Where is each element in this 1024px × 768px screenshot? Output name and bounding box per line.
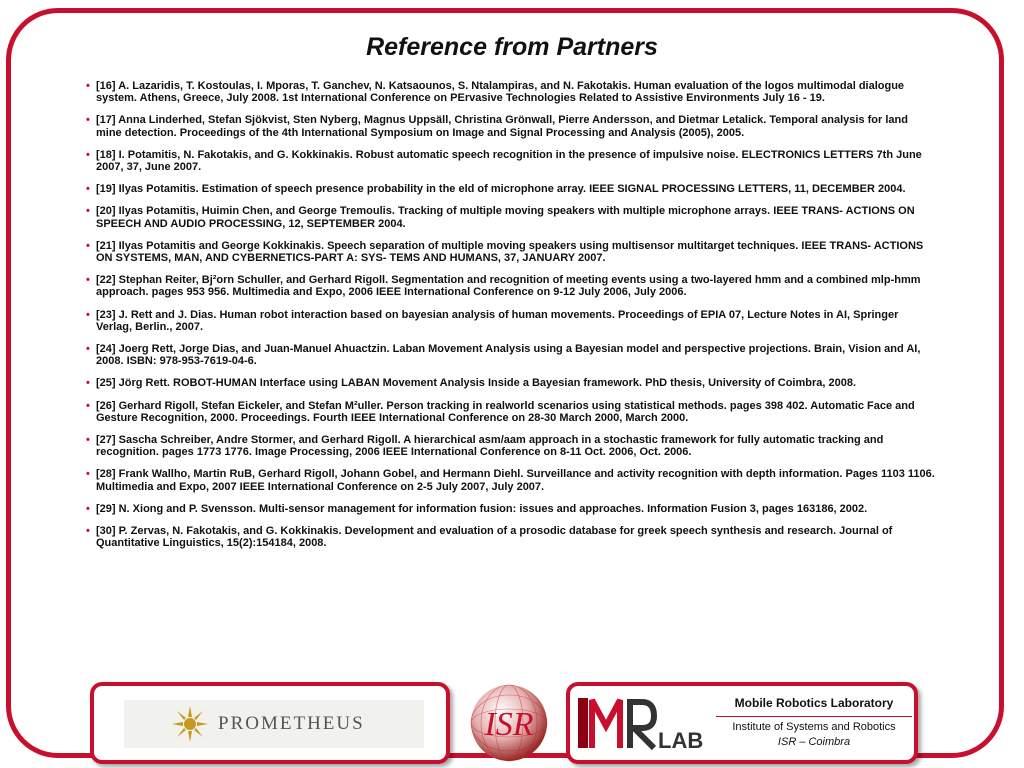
reference-text: [29] N. Xiong and P. Svensson. Multi-sensor management for information fusion: issues and approaches. Information Fusion 3, pages 163186, 2002. <box>96 502 868 515</box>
reference-text: [25] Jörg Rett. ROBOT-HUMAN Interface using LABAN Movement Analysis Inside a Bayesian framework. PhD thesis, University of Coimbra, 2008. <box>96 377 857 390</box>
reference-text: [21] Ilyas Potamitis and George Kokkinakis. Speech separation of multiple moving speakers using multisensor multitarget techniques. IEEE TRANS- ACTIONS ON SYSTEMS, MAN, AND CYBERNETICS-PART A: SYS- TEMS AND HUMANS, 37, JANUARY 2007. <box>96 239 924 265</box>
bullet-icon: • <box>86 377 90 390</box>
reference-text: [23] J. Rett and J. Dias. Human robot interaction based on bayesian analysis of human movements. Proceedings of EPIA 07, Lecture Notes in AI, Springer Verlag, Berlin., 2007. <box>96 308 899 333</box>
bullet-icon: • <box>86 239 90 252</box>
reference-item <box>86 240 936 264</box>
bullet-icon: • <box>86 114 90 127</box>
reference-list <box>86 80 936 559</box>
bullet-icon: • <box>86 399 90 412</box>
reference-item <box>86 434 936 458</box>
bullet-icon: • <box>86 183 90 196</box>
reference-item <box>86 377 936 389</box>
reference-text: [16] A. Lazaridis, T. Kostoulas, I. Mporas, T. Ganchev, N. Katsaounos, S. Ntalampiras, and N. Fakotakis. Human evaluation of the logos multimodal dialogue system. Athens, Greece, July 2008. 1st International Conference on PErvasive Technologies Related to Assistive Environments July 16 - 19. <box>96 80 905 105</box>
sun-icon <box>170 704 210 744</box>
isr-logo-text: ISR <box>484 706 534 743</box>
institute-name: Institute of Systems and Robotics <box>732 721 896 733</box>
reference-text: [27] Sascha Schreiber, Andre Stormer, and Gerhard Rigoll. A hierarchical asm/aam approach in a stochastic framework for fully automatic tracking and recognition. pages 1773 1776. Image Processing, 2006 IEEE International Conference on 8-11 Oct. 2006, Oct. 2006. <box>96 434 884 459</box>
reference-item <box>86 400 936 424</box>
lab-divider <box>716 716 912 717</box>
institute-location: ISR – Coimbra <box>777 736 851 748</box>
reference-item <box>86 503 936 515</box>
bullet-icon: • <box>86 468 90 481</box>
mrlab-logo <box>576 692 708 754</box>
reference-item <box>86 343 936 367</box>
lab-name: Mobile Robotics Laboratory <box>734 696 894 710</box>
bullet-icon: • <box>86 308 90 321</box>
reference-item <box>86 183 936 195</box>
reference-text: [24] Joerg Rett, Jorge Dias, and Juan-Manuel Ahuactzin. Laban Movement Analysis using a Bayesian model and perspective projections. Brain, Vision and AI, 2008. ISBN: 978-953-7619-04-6. <box>96 343 921 368</box>
bullet-icon: • <box>86 148 90 161</box>
bullet-icon: • <box>86 434 90 447</box>
bullet-icon: • <box>86 205 90 218</box>
isr-globe-logo <box>469 683 549 763</box>
bullet-icon: • <box>86 525 90 538</box>
reference-text: [20] Ilyas Potamitis, Huimin Chen, and George Tremoulis. Tracking of multiple moving speakers with multiple microphone arrays. IEEE TRANS- ACTIONS ON SPEECH AND AUDIO PROCESSING, 12, SEPTEMBER 2004. <box>96 205 915 230</box>
reference-item <box>86 525 936 549</box>
bullet-icon: • <box>86 343 90 356</box>
bullet-icon: • <box>86 502 90 515</box>
prometheus-wordmark: PROMETHEUS <box>218 713 365 734</box>
slide-title: Reference from Partners <box>366 33 658 61</box>
reference-item <box>86 274 936 298</box>
reference-item <box>86 309 936 333</box>
reference-text: [26] Gerhard Rigoll, Stefan Eickeler, and Stefan M²uller. Person tracking in realworld scenarios using statistical methods. pages 398 402. Automatic Face and Gesture Recognition, 2000. Proceedings. Fourth IEEE International Conference on 28-30 March 2000, March 2000. <box>96 399 915 424</box>
reference-item <box>86 114 936 138</box>
bullet-icon: • <box>86 80 90 92</box>
reference-item <box>86 149 936 173</box>
prometheus-logo <box>124 700 424 748</box>
reference-text: [28] Frank Wallho, Martin RuB, Gerhard Rigoll, Johann Gobel, and Hermann Diehl. Surveillance and activity recognition with depth information. Pages 1103 1106. Multimedia and Expo, 2007 IEEE International Conference on 2-5 July 2007, July 2007. <box>96 468 935 493</box>
reference-text: [30] P. Zervas, N. Fakotakis, and G. Kokkinakis. Development and evaluation of a prosodic database for greek speech synthesis and research. Journal of Quantitative Linguistics, 15(2):154184, 2008. <box>96 525 893 550</box>
reference-item <box>86 468 936 492</box>
reference-text: [19] Ilyas Potamitis. Estimation of speech presence probability in the eld of microphone array. IEEE SIGNAL PROCESSING LETTERS, 11, DECEMBER 2004. <box>96 183 906 196</box>
reference-item <box>86 205 936 229</box>
reference-text: [22] Stephan Reiter, Bj²orn Schuller, and Gerhard Rigoll. Segmentation and recognition of meeting events using a two-layered hmm and a combined mlp-hmm approach. pages 953 956. Multimedia and Expo, 2006 IEEE International Conference on 9-12 July 2006, July 2006. <box>96 274 921 299</box>
lab-info-box <box>566 682 918 764</box>
reference-item <box>86 80 936 104</box>
reference-text: [18] I. Potamitis, N. Fakotakis, and G. Kokkinakis. Robust automatic speech recognition in the presence of impulsive noise. ELECTRONICS LETTERS 7th June 2007, 37, June 2007. <box>96 148 922 174</box>
reference-text: [17] Anna Linderhed, Stefan Sjökvist, Sten Nyberg, Magnus Uppsäll, Christina Grönwall, Pierre Andersson, and Dietmar Letalick. Temporal analysis for land mine detection. Proceedings of the 4th International Symposium on Image and Signal Processing and Analysis (2005), 2005. <box>96 114 908 139</box>
prometheus-logo-box <box>90 682 450 764</box>
bullet-icon: • <box>86 274 90 287</box>
svg-text:LAB: LAB <box>658 728 704 753</box>
